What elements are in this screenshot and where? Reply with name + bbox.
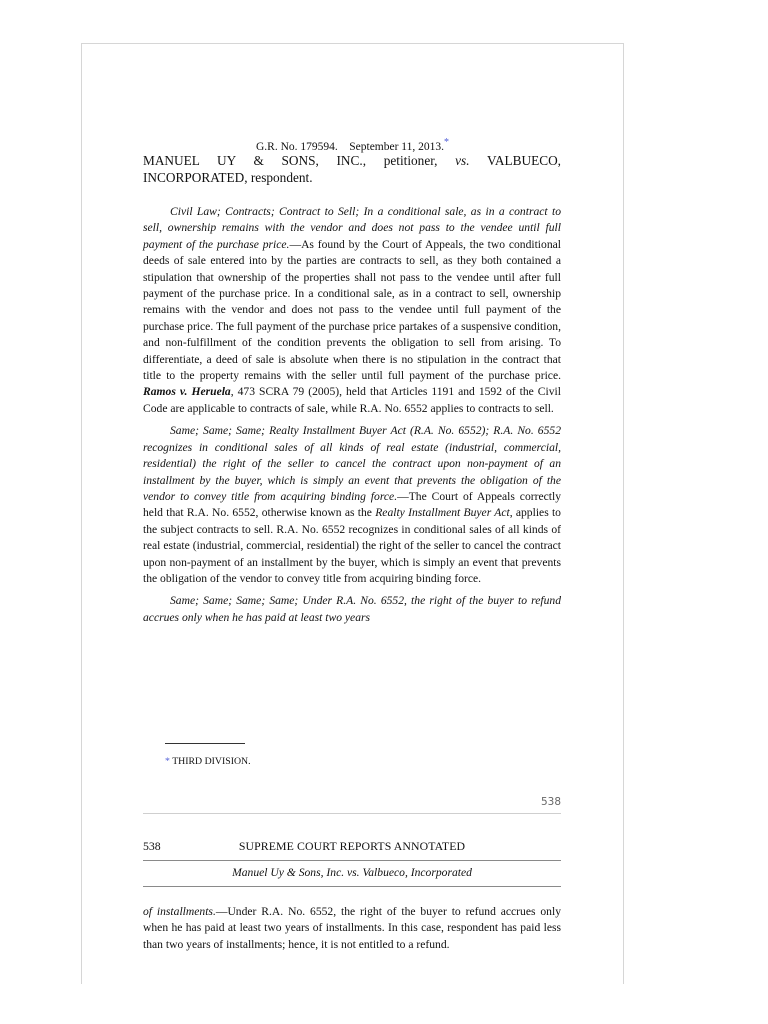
header-rule bbox=[143, 886, 561, 887]
respondent-name: VALBUECO, INCORPORATED bbox=[143, 153, 562, 185]
footnote-marker[interactable]: * bbox=[165, 756, 170, 767]
petitioner-role: , petitioner, bbox=[362, 153, 456, 168]
syllabus-text: , 473 SCRA 79 (2005), held that Articles 1191 and 1592 of the Civil Code are applicable to contracts of sale, while R.A. No. 6552 applies to contracts to sell. bbox=[143, 385, 561, 415]
decision-date: September 11, 2013. bbox=[349, 140, 445, 153]
footnote-reference[interactable]: * bbox=[444, 137, 450, 148]
footnote-text: THIRD DIVISION. bbox=[172, 756, 251, 767]
syllabus-headnote: Same; Same; Same; Realty Installment Buyer Act (R.A. No. 6552); R.A. No. 6552 recognizes in conditional sales of all kinds of real estate (industrial, commercial, residential) the right of the seller to cancel the contract upon non-payment of an installment by the buyer, which is simply an event that prevents the obligation of the vendor to convey title from acquiring binding force. bbox=[143, 424, 561, 503]
syllabus-paragraph bbox=[143, 423, 561, 587]
syllabus-text: —Under R.A. No. 6552, the right of the buyer to refund accrues only when he has paid at least two years of installments. In this case, respondent has paid less than two years of installments; hence, it is not entitled to a refund. bbox=[143, 905, 561, 951]
running-title: Manuel Uy & Sons, Inc. vs. Valbueco, Incorporated bbox=[232, 866, 472, 879]
cited-case: Ramos v. Heruela bbox=[143, 385, 231, 399]
act-name: Realty Installment Buyer Act bbox=[375, 506, 510, 520]
page-number: 538 bbox=[540, 796, 561, 808]
footnote-divider bbox=[165, 743, 245, 744]
case-number-line bbox=[82, 137, 623, 153]
case-parties bbox=[143, 152, 561, 186]
reporter-title: SUPREME COURT REPORTS ANNOTATED bbox=[238, 839, 466, 853]
syllabus-continuation bbox=[143, 904, 561, 953]
syllabus-headnote: of installments. bbox=[143, 905, 216, 918]
footnote bbox=[165, 756, 251, 767]
syllabus-paragraph bbox=[143, 904, 561, 953]
header-page-number: 538 bbox=[143, 839, 161, 853]
syllabus-paragraph bbox=[143, 204, 561, 417]
syllabus-paragraph bbox=[143, 593, 561, 626]
syllabus-text: , applies to the subject contracts to sell. R.A. No. 6552 recognizes in conditional sales of all kinds of real estate (industrial, commercial, residential) the right of the seller to cancel the contract upon non-payment of an installment by the buyer, which is simply an event that prevents the obligation of the vendor to convey title from acquiring binding force. bbox=[143, 506, 561, 585]
syllabus-section bbox=[143, 204, 561, 626]
page-header bbox=[143, 839, 561, 854]
header-rule bbox=[143, 860, 561, 861]
syllabus-text: —As found by the Court of Appeals, the two conditional deeds of sale entered into by the parties are contracts to sell, as they both contained a stipulation that ownership of the properties shall not pass to the vendee until after full payment of the purchase price. In a conditional sale, as in a contract to sell, ownership remains with the vendor and does not pass to the vendee until full payment of the purchase price. The full payment of the purchase price partakes of a suspensive condition, and non-fulfillment of the condition prevents the obligation to sell from arising. To differentiate, a deed of sale is absolute when there is no stipulation in the contract that title to the property remains with the seller until full payment of the purchase price. bbox=[143, 237, 561, 383]
gr-number: G.R. No. 179594. bbox=[255, 140, 338, 153]
syllabus-headnote: Civil Law; Contracts; Contract to Sell; In a conditional sale, as in a contract to sell, ownership remains with the vendor and does not pass to the vendee until full payment of the purchase price. bbox=[143, 205, 561, 251]
respondent-role: , respondent. bbox=[244, 170, 313, 185]
page-break-divider bbox=[143, 813, 561, 814]
petitioner-name: MANUEL UY & SONS, INC. bbox=[143, 153, 363, 168]
syllabus-text: —The Court of Appeals correctly held that R.A. No. 6552, otherwise known as the bbox=[143, 489, 562, 520]
versus-label: vs. bbox=[455, 153, 470, 168]
document-page bbox=[81, 43, 624, 984]
syllabus-headnote: Same; Same; Same; Same; Under R.A. No. 6552, the right of the buyer to refund accrues only when he has paid at least two years bbox=[143, 594, 561, 624]
